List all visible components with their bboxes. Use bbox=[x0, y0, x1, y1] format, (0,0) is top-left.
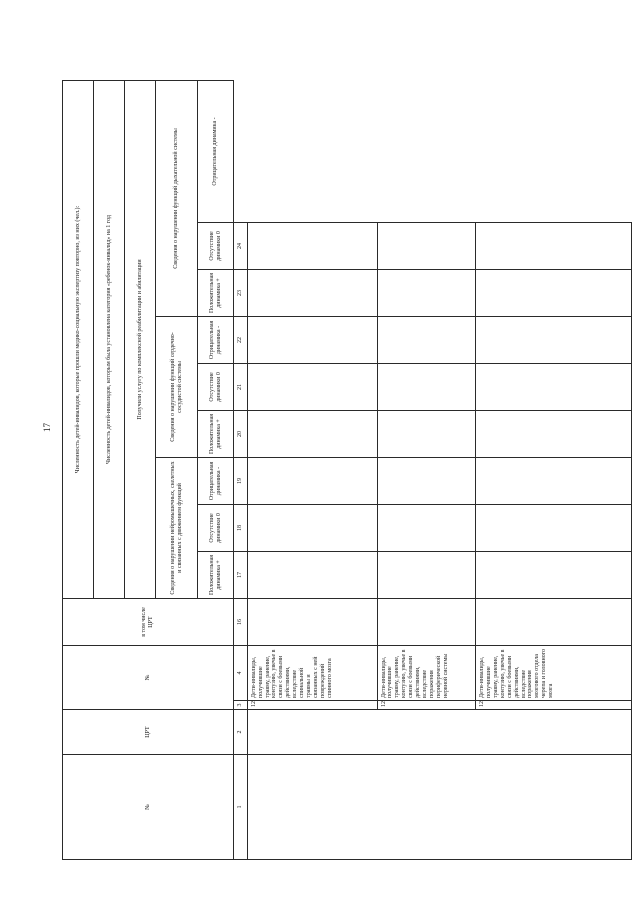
col-number: 19 bbox=[234, 457, 247, 504]
value-cell bbox=[476, 457, 632, 504]
pos-header: Положительная динамика + bbox=[197, 269, 233, 316]
data-table bbox=[62, 80, 632, 860]
row-number: 12.7 bbox=[377, 701, 476, 710]
row-text: Дети-инвалиды, получившие травму, ранение, контузию, увечье в связи с боевыми действиями, вследствие поражения периферической нервной системы bbox=[377, 645, 476, 700]
col-number: 16 bbox=[234, 598, 247, 645]
row-number: 12.8 bbox=[476, 701, 632, 710]
pos-header: Положительная динамика + bbox=[197, 551, 233, 598]
neg-header: Отрицательная динамика - bbox=[197, 81, 233, 223]
value-cell bbox=[247, 222, 377, 269]
value-cell bbox=[476, 410, 632, 457]
none-header: Отсутствие динамики 0 bbox=[197, 222, 233, 269]
col-header-3: № bbox=[63, 645, 234, 709]
value-cell bbox=[476, 598, 632, 645]
crt-name-cell bbox=[247, 710, 631, 755]
col-number: 17 bbox=[234, 551, 247, 598]
row-number: 12.6 bbox=[247, 701, 377, 710]
col-number: 24 bbox=[234, 222, 247, 269]
value-cell bbox=[476, 551, 632, 598]
value-cell bbox=[377, 551, 476, 598]
rotated-table-wrapper bbox=[62, 80, 632, 860]
col-number: 2 bbox=[234, 710, 247, 755]
col-number: 20 bbox=[234, 410, 247, 457]
row-text: Дети-инвалиды, получившие травму, ранение, контузию, увечье в связи с боевыми действиями, вследствие поражения мозгового отдела черепа и головного мозга bbox=[476, 645, 632, 700]
value-cell bbox=[377, 457, 476, 504]
value-cell bbox=[476, 222, 632, 269]
none-header: Отсутствие динамики 0 bbox=[197, 363, 233, 410]
value-cell bbox=[247, 269, 377, 316]
pos-header: Положительная динамика + bbox=[197, 410, 233, 457]
group-b-header: Сведения о нарушении функций сердечно-сосудистой системы bbox=[156, 316, 198, 457]
col-number: 23 bbox=[234, 269, 247, 316]
value-cell bbox=[247, 457, 377, 504]
value-cell bbox=[247, 410, 377, 457]
neg-header: Отрицательная динамика - bbox=[197, 316, 233, 363]
service-title: Получили услугу по комплексной реабилитации и абилитации bbox=[125, 81, 156, 599]
table-row bbox=[247, 81, 377, 860]
sub-title: Численность детей-инвалидов, которым была установлена категория «ребенок-инвалид» на 1 год bbox=[94, 81, 125, 599]
value-cell bbox=[476, 363, 632, 410]
neg-header: Отрицательная динамика - bbox=[197, 457, 233, 504]
col-number: 22 bbox=[234, 316, 247, 363]
value-cell bbox=[377, 504, 476, 551]
value-cell bbox=[476, 316, 632, 363]
col-header-4: в том числе ЦРТ bbox=[63, 598, 234, 645]
value-cell bbox=[476, 504, 632, 551]
group-a-header: Сведения о нарушении нейромышечных, скелетных и связанных с движением функций bbox=[156, 457, 198, 598]
none-header: Отсутствие динамики 0 bbox=[197, 504, 233, 551]
value-cell bbox=[377, 316, 476, 363]
value-cell bbox=[377, 598, 476, 645]
col-header-2: ЦРТ bbox=[63, 710, 234, 755]
value-cell bbox=[377, 410, 476, 457]
col-number: 1 bbox=[234, 755, 247, 860]
col-number: 21 bbox=[234, 363, 247, 410]
row-text: Дети-инвалиды, получившие травму, ранение, контузию, увечье в связи с боевыми действиями, вследствие спинальной травмы и связанных с ней повреждений спинного мозга bbox=[247, 645, 377, 700]
main-title: Численность детей-инвалидов, которые прошли медико-социальную экспертизу повторно, из них (чел.): bbox=[63, 81, 94, 599]
value-cell bbox=[247, 316, 377, 363]
col-header-1: № bbox=[63, 755, 234, 860]
value-cell bbox=[247, 598, 377, 645]
value-cell bbox=[377, 269, 476, 316]
value-cell bbox=[247, 551, 377, 598]
col-number: 18 bbox=[234, 504, 247, 551]
crt-cell bbox=[247, 755, 631, 860]
value-cell bbox=[247, 504, 377, 551]
value-cell bbox=[377, 363, 476, 410]
page-number: 17 bbox=[42, 423, 52, 432]
value-cell bbox=[247, 363, 377, 410]
col-number: 4 bbox=[234, 645, 247, 700]
value-cell bbox=[377, 222, 476, 269]
value-cell bbox=[476, 269, 632, 316]
col-number: 3 bbox=[234, 701, 247, 710]
group-c-header: Сведения о нарушении функций дыхательной системы bbox=[156, 81, 198, 317]
